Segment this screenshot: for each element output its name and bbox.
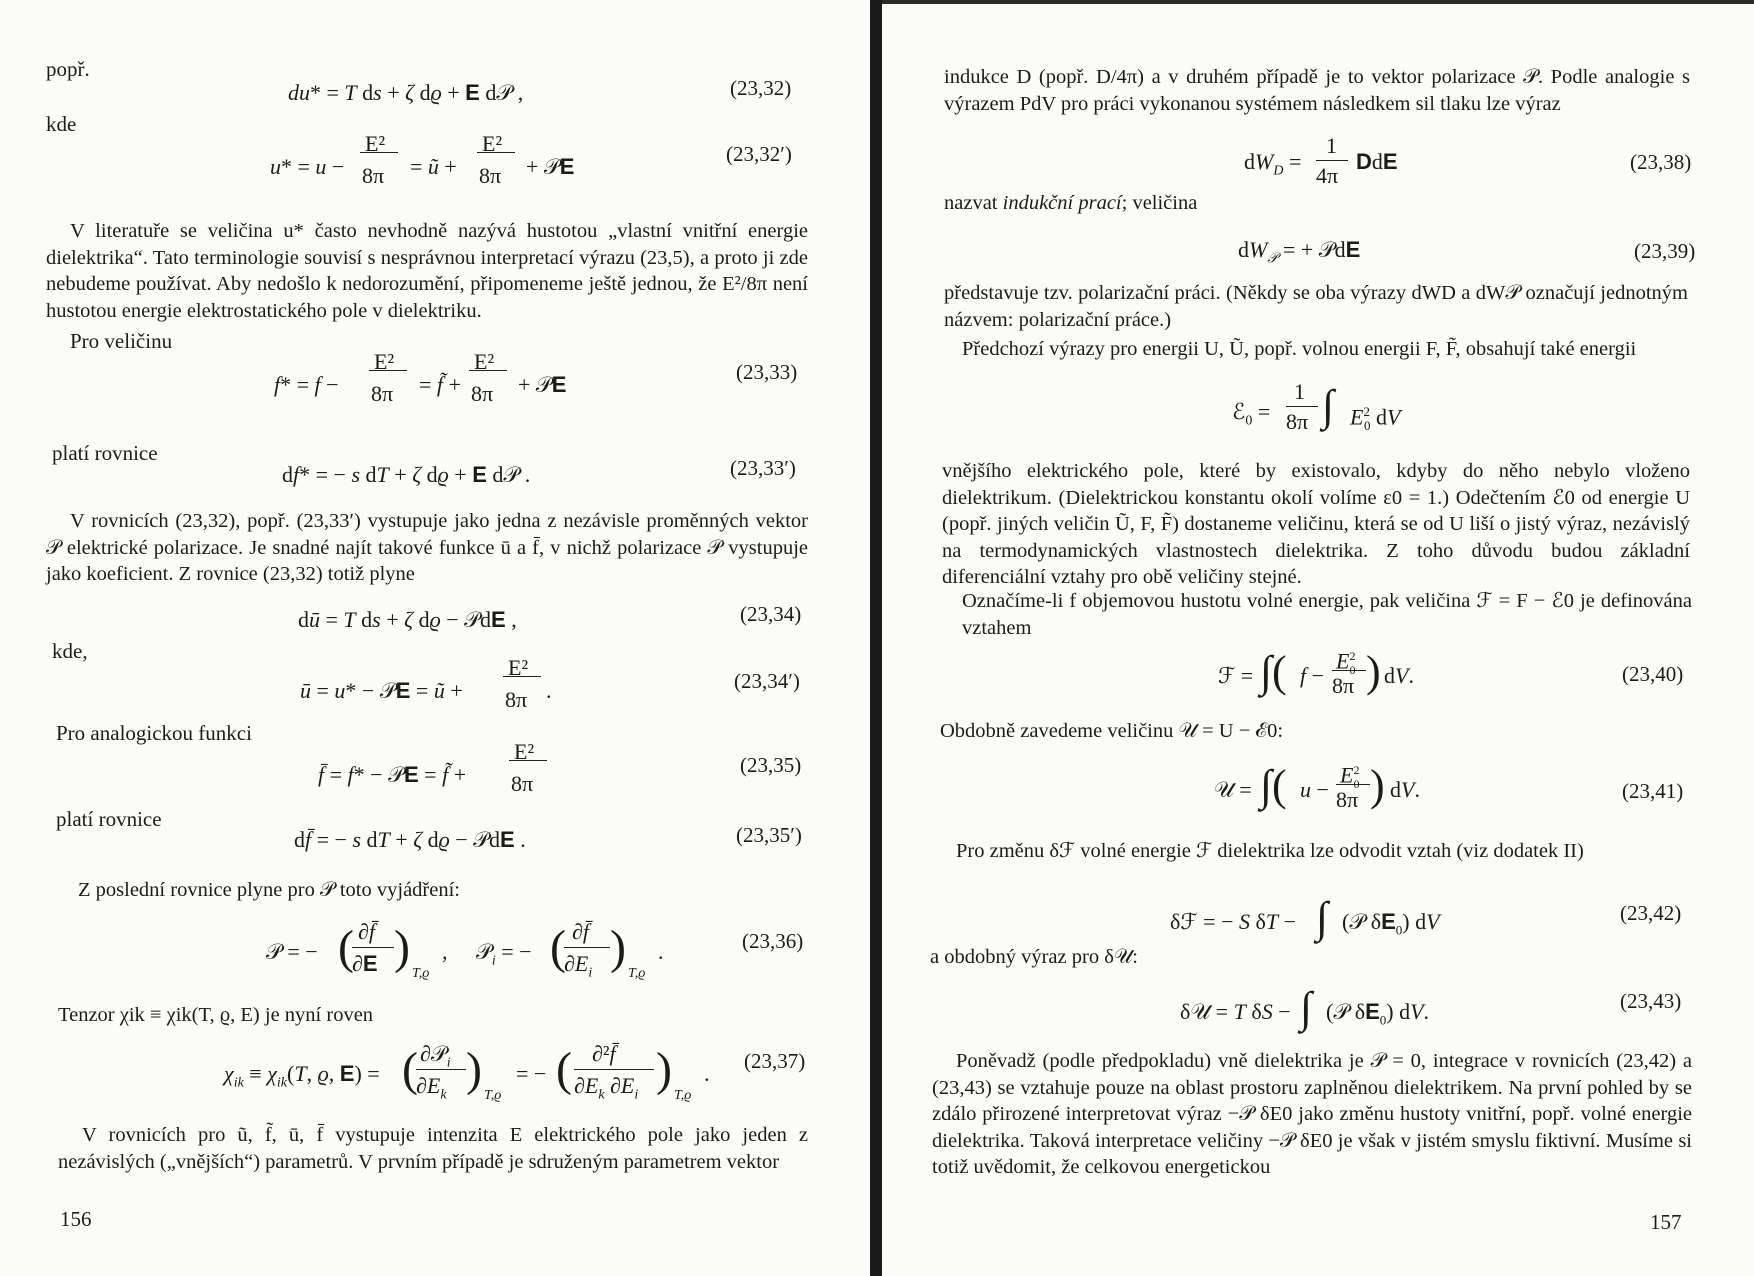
label-pro-velicinu: Pro veličinu bbox=[70, 329, 173, 353]
paragraph-r7: Obdobně zavedeme veličinu 𝒰 = U − ℰ0: bbox=[940, 720, 1284, 742]
page-number-left: 156 bbox=[60, 1207, 92, 1231]
label-plati-rovnice: platí rovnice bbox=[52, 441, 158, 465]
paragraph-1: V literatuře se veličina u* často nevhodně nazývá hustotou „vlastní vnitřní energie dielektrika“. Tato terminologie souvisí s nesprávnou interpretací výrazu (23,5), a proto ji zde nebudeme používat. Aby nedošlo k nedorozumění, připomeneme ještě jednou, že E²/8π není hustotou energie elektrostatického pole v dielektriku. bbox=[46, 220, 808, 322]
equation-23-34: dū = T ds + ζ dϱ − 𝒫dE , bbox=[298, 607, 517, 632]
paragraph-r5: vnějšího elektrického pole, které by existovalo, kdyby do něho nebylo vloženo dielektrikum. (Dielektrickou konstantu okolí volíme ε0 = 1.) Odečtením ℰ0 od energie U (popř. jiných veličin Ũ, F, F̃) dostaneme veličinu, která se od U liší o jistý výraz, nezávislý na termodynamických vlastnostech dielektrika. Z toho důvodu budou základní diferenciální vztahy pro obě veličiny stejné. bbox=[942, 460, 1690, 588]
eq-number: (23,36) bbox=[742, 929, 804, 953]
eq-number: (23,33) bbox=[736, 360, 798, 384]
eq-number: (23,32′) bbox=[726, 142, 792, 166]
equation-23-39: $dW_𝒫$ = + 𝒫dE bbox=[1238, 237, 1361, 267]
label-popr: popř. bbox=[46, 57, 90, 81]
label-plati-rovnice-2: platí rovnice bbox=[56, 807, 162, 831]
eq-number: (23,34′) bbox=[734, 669, 800, 693]
paragraph-r3: představuje tzv. polarizační práci. (Někdy se oba výrazy dWD a dW𝒫 označují jednotným názvem: polarizační práce.) bbox=[944, 282, 1688, 331]
paragraph-3: Z poslední rovnice plyne pro 𝒫 toto vyjádření: bbox=[78, 879, 460, 901]
page-edge bbox=[882, 0, 1754, 4]
equation-23-32: du* = T ds + ζ dϱ + E d𝒫 , bbox=[288, 80, 524, 105]
eq-number: (23,37) bbox=[744, 1049, 806, 1073]
paragraph-5: V rovnicích pro ũ, f̃, ū, f̄ vystupuje intenzita E elektrického pole jako jeden z nezávislých („vnějších“) parametrů. V prvním případě je sdruženým parametrem vektor bbox=[58, 1124, 808, 1173]
eq-number: (23,34) bbox=[740, 602, 802, 626]
eq-number: (23,42) bbox=[1620, 901, 1682, 925]
label-kde-2: kde, bbox=[52, 639, 88, 663]
equation-23-35-prime: df̄ = − s dT + ζ dϱ − 𝒫dE . bbox=[294, 827, 526, 852]
book-spine bbox=[870, 0, 882, 1276]
eq-number: (23,35) bbox=[740, 753, 802, 777]
paragraph-r6: Označíme-li f objemovou hustotu volné energie, pak veličina ℱ = F − ℰ0 je definována vztahem bbox=[962, 590, 1692, 639]
eq-number: (23,32) bbox=[730, 76, 792, 100]
paragraph-r9: a obdobný výraz pro δ𝒰: bbox=[930, 946, 1139, 968]
eq-number: (23,35′) bbox=[736, 823, 802, 847]
eq-number: (23,38) bbox=[1630, 150, 1692, 174]
eq-number: (23,33′) bbox=[730, 456, 796, 480]
paragraph-r8: Pro změnu δℱ volné energie ℱ dielektrika lze odvodit vztah (viz dodatek II) bbox=[956, 840, 1584, 862]
paragraph-r1: indukce D (popř. D/4π) a v druhém případě je to vektor polarizace 𝒫. Podle analogie s výrazem PdV pro práci vykonanou systémem následkem sil tlaku lze výraz bbox=[944, 66, 1690, 115]
paragraph-r10: Poněvadž (podle předpokladu) vně dielektrika je 𝒫 = 0, integrace v rovnicích (23,42) a (23,43) se vztahuje pouze na oblast prostoru zaplněnou dielektrikem. Na první pohled by se zdálo přirozené interpretovat výraz −𝒫 δE0 jako změnu hustoty vnitřní, popř. volné energie dielektrika. Taková interpretace veličiny −𝒫 δE0 je však v jistém smyslu fiktivní. Musíme si totiž uvědomit, že celkovou energetickou bbox=[932, 1050, 1692, 1178]
page-number-right: 157 bbox=[1650, 1210, 1682, 1234]
paragraph-r2: nazvat indukční prací; veličina bbox=[944, 192, 1198, 214]
equation-23-33-prime: df* = − s dT + ζ dϱ + E d𝒫 . bbox=[282, 462, 531, 487]
eq-number: (23,43) bbox=[1620, 989, 1682, 1013]
eq-number: (23,39) bbox=[1634, 239, 1696, 263]
paragraph-2: V rovnicích (23,32), popř. (23,33′) vystupuje jako jedna z nezávisle proměnných vektor 𝒫 elektrické polarizace. Je snadné najít takové funkce ū a f̄, v nichž polarizace 𝒫 vystupuje jako koeficient. Z rovnice (23,32) totiž plyne bbox=[46, 510, 808, 585]
paragraph-r4: Předchozí výrazy pro energii U, Ũ, popř. volnou energii F, F̃, obsahují také energii bbox=[962, 338, 1637, 360]
paragraph-4: Tenzor χik ≡ χik(T, ϱ, E) je nyní roven bbox=[58, 1004, 374, 1026]
eq-number: (23,40) bbox=[1622, 662, 1684, 686]
eq-number: (23,41) bbox=[1622, 779, 1684, 803]
label-pro-analogickou: Pro analogickou funkci bbox=[56, 721, 252, 745]
label-kde: kde bbox=[46, 112, 77, 136]
